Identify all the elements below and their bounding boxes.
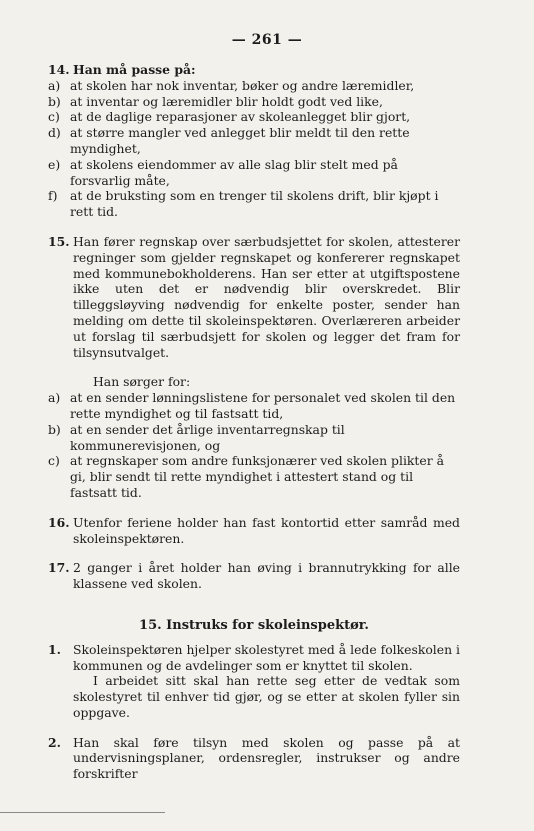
section-number: 17.: [48, 560, 70, 576]
item-text: at en sender lønningslistene for personalet ved skolen til den rette myndighet og til fastsatt tid,: [70, 390, 456, 421]
page-number: — 261 —: [231, 32, 303, 48]
subsection-intro: [48, 374, 460, 390]
section-14: [48, 62, 460, 78]
item-label: b): [48, 93, 61, 109]
section-text: 2 ganger i året holder han øving i brannutrykking for alle klassene ved skolen.: [73, 560, 460, 592]
item-label: b): [48, 421, 61, 437]
section-number: 16.: [48, 514, 70, 530]
section-text: Han fører regnskap over særbudsjettet for skolen, attesterer regninger som gjelder regnskapet og konfererer regnskapet med kommunebokholderens. Han ser etter at utgiftspostene ikke uten det er nødvendig blir overskredet. Blir tilleggsløyving nødvendig for enkelte poster, sender han melding om dette til skoleinspektøren. Overlæreren arbeider ut forslag til særbudsjett for skolen og legger det fram for tilsynsutvalget.: [73, 233, 460, 360]
footer-rule: [0, 812, 165, 813]
instruks-heading: 15. Instruks for skoleinspektør.: [139, 617, 369, 633]
section-16: [48, 515, 460, 547]
item-text: at større mangler ved anlegget blir meldt til den rette myndighet,: [70, 125, 410, 156]
item-text: Han skal føre tilsyn med skolen og passe på at undervisningsplaner, ordensregler, instrukser og andre forskrifter: [73, 734, 460, 782]
list-item: [48, 125, 460, 157]
section-number: 14.: [48, 62, 70, 77]
list-item: [48, 453, 460, 500]
item-text: at de bruksting som en trenger til skolens drift, blir kjøpt i rett tid.: [70, 188, 439, 220]
list-item: [48, 78, 460, 94]
section-text: Utenfor feriene holder han fast kontortid etter samråd med skoleinspektøren.: [73, 514, 460, 546]
item-label: d): [48, 125, 61, 141]
item-text: at inventar og læremidler blir holdt godt ved like,: [70, 93, 383, 109]
list-item: [48, 422, 460, 454]
instruks-item-2: [48, 735, 460, 782]
instruks-item-1: [48, 642, 460, 721]
subsection-intro-text: Han sørger for:: [93, 374, 191, 390]
item-text: at regnskaper som andre funksjonærer ved skolen plikter å gi, blir sendt til rette myndighet i attestert stand og til fastsatt tid.: [70, 453, 444, 500]
item-text: at en sender det årlige inventarregnskap til kommunerevisjonen, og: [70, 421, 345, 453]
list-item: [48, 157, 460, 189]
item-number: 1.: [48, 641, 61, 657]
list-item: [48, 109, 460, 125]
item-label: e): [48, 156, 61, 172]
item-label: c): [48, 109, 60, 125]
item-text: Skoleinspektøren hjelper skolestyret med å lede folkeskolen i kommunen og de avdelinger som er knyttet til skolen.: [73, 641, 460, 673]
item-label: c): [48, 453, 60, 469]
section-number: 15.: [48, 233, 70, 249]
item-label: f): [48, 188, 58, 204]
section-heading: Han må passe på:: [73, 62, 196, 77]
list-item: [48, 94, 460, 110]
item-text-continued: I arbeidet sitt skal han rette seg etter de vedtak som skolestyret til enhver tid gjør, og se etter at skolen fyller sin oppgave.: [73, 673, 460, 720]
list-item: [48, 390, 460, 422]
page-body: [48, 62, 460, 782]
list-item: [48, 188, 460, 220]
item-text: at de daglige reparasjoner av skoleanlegget blir gjort,: [70, 109, 411, 125]
section-17: [48, 560, 460, 592]
item-label: a): [48, 390, 61, 406]
item-text: at skolen har nok inventar, bøker og andre læremidler,: [70, 77, 415, 93]
item-number: 2.: [48, 734, 61, 750]
section-15: [48, 234, 460, 360]
item-label: a): [48, 77, 61, 93]
item-text: at skolens eiendommer av alle slag blir stelt med på forsvarlig måte,: [70, 156, 398, 188]
